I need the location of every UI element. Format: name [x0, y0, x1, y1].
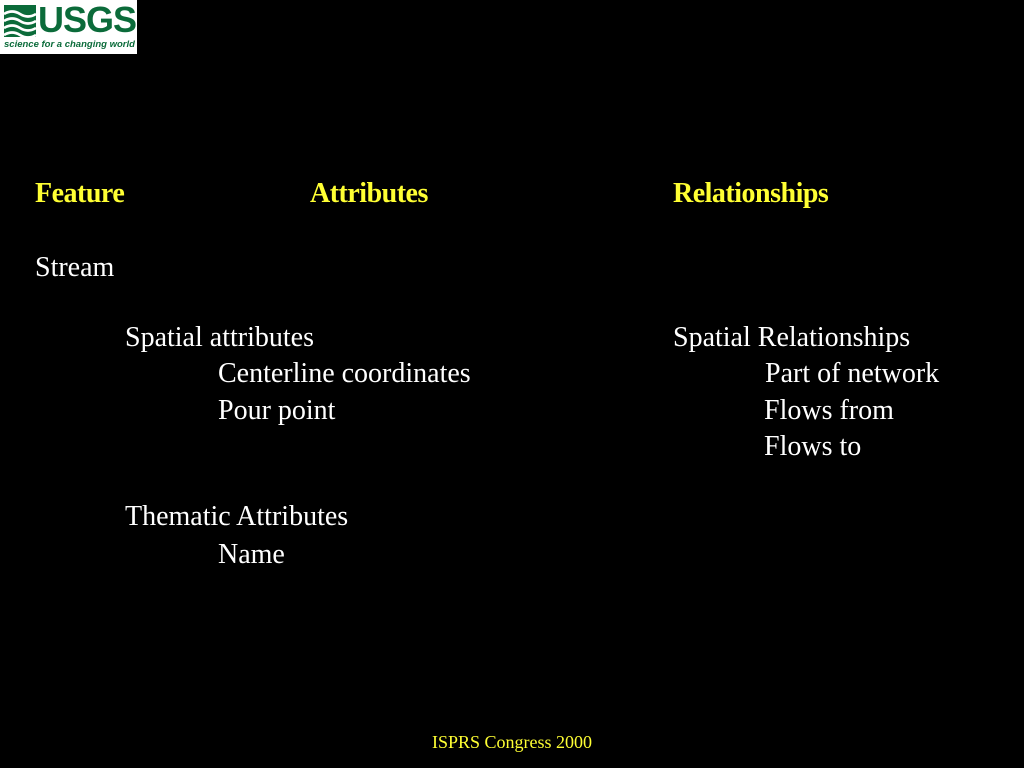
header-feature: Feature — [35, 178, 125, 209]
spatial-relationships-title: Spatial Relationships — [673, 322, 911, 353]
spatial-relationship-item: Flows from — [764, 395, 894, 426]
spatial-attribute-item: Centerline coordinates — [218, 358, 471, 389]
logo-wordmark: USGS — [38, 0, 137, 40]
spatial-relationship-item: Part of network — [765, 358, 940, 389]
spatial-attributes-title: Spatial attributes — [125, 322, 314, 353]
header-relationships: Relationships — [673, 178, 829, 209]
usgs-logo — [0, 0, 137, 54]
logo-tagline: science for a changing world — [4, 39, 135, 50]
feature-name: Stream — [35, 252, 115, 283]
footer-text: ISPRS Congress 2000 — [431, 732, 593, 752]
usgs-wave-icon — [4, 5, 36, 37]
thematic-attributes-title: Thematic Attributes — [125, 501, 349, 532]
thematic-attribute-item: Name — [218, 539, 285, 570]
spatial-attribute-item: Pour point — [218, 395, 336, 426]
spatial-relationship-item: Flows to — [764, 431, 862, 462]
header-attributes: Attributes — [310, 178, 428, 209]
